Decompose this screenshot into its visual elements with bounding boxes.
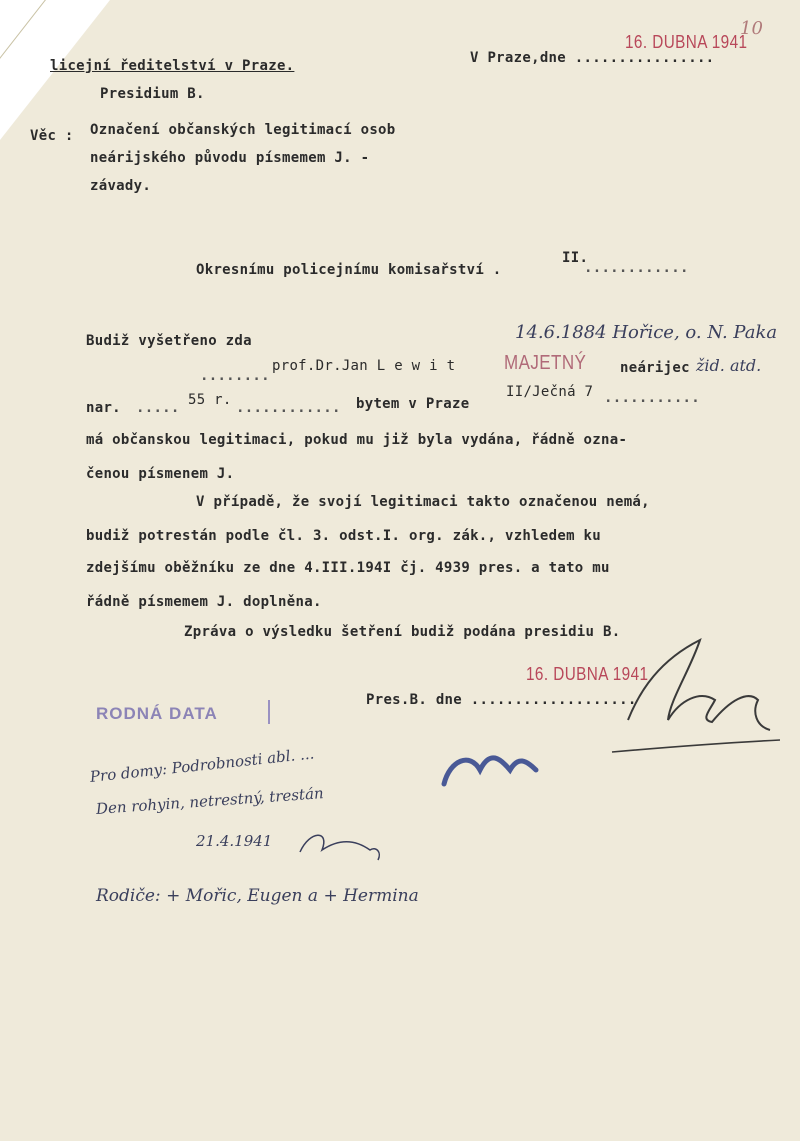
paragraph-1-line-1: má občanskou legitimaci, pokud mu již byla vydána, řádně ozna- [86, 432, 628, 448]
date-stamp-bottom: 16. DUBNA 1941 [526, 664, 649, 684]
birth-label: nar. [86, 400, 121, 416]
addressee-dots: ............ [584, 260, 689, 276]
paragraph-2-line-1: V případě, že svojí legitimaci takto označenou nemá, [196, 494, 650, 510]
paragraph-1-line-2: čenou písmenem J. [86, 466, 235, 482]
living-dots: ............ [236, 400, 341, 416]
pres-date-label: Pres.B. dne ................... [366, 692, 637, 708]
handwritten-parents-note: Rodiče: + Mořic, Eugen a + Hermina [96, 886, 419, 906]
investigate-label: Budiž vyšetřeno zda [86, 333, 252, 349]
handwritten-report-date: 21.4.1941 [196, 832, 273, 850]
address-value: II/Ječná 7 [506, 384, 594, 400]
signature-underline [612, 740, 780, 752]
person-name: prof.Dr.Jan L e w i t [272, 358, 456, 374]
main-signature [628, 640, 770, 730]
birth-dots: ..... [136, 400, 180, 416]
rodna-data-stamp: RODNÁ DATA [96, 704, 218, 723]
subject-line-3: závady. [90, 178, 152, 194]
handwritten-report-line-2: Den rohyin, netrestný, trestán [95, 784, 325, 818]
subject-label: Věc : [30, 128, 74, 144]
report-signature [300, 835, 379, 860]
handwritten-birth-note: 14.6.1884 Hořice, o. N. Paka [515, 322, 778, 343]
paragraph-2-line-4: řádně písmemem J. doplněna. [86, 594, 322, 610]
addressee-text: Okresnímu policejnímu komisařství . [196, 262, 502, 278]
date-stamp-top: 16. DUBNA 1941 [625, 32, 748, 52]
address-dots: ........... [604, 390, 701, 406]
division-name: Presidium B. [100, 86, 205, 102]
paragraph-2-line-3: zdejšímu oběžníku ze dne 4.III.194I čj. 4939 pres. a tato mu [86, 560, 610, 576]
age-value: 55 r. [188, 392, 232, 408]
subject-line-1: Označení občanských legitimací osob [90, 122, 396, 138]
race-label: neárijec [620, 360, 690, 376]
living-label: bytem v Praze [356, 396, 470, 412]
majetny-stamp: MAJETNÝ [504, 352, 587, 374]
office-name: licejní ředitelství v Praze. [50, 58, 295, 74]
addressee-district: II. [562, 250, 589, 266]
handwritten-report-line-1: Pro domy: Podrobnosti abl. ... [89, 744, 316, 786]
paragraph-3: Zpráva o výsledku šetření budiž podána presidiu B. [184, 624, 621, 640]
handwritten-religion-note: žid. atd. [696, 356, 762, 375]
paragraph-2-line-2: budiž potrestán podle čl. 3. odst.I. org. zák., vzhledem ku [86, 528, 601, 544]
name-scribble-line [200, 376, 520, 378]
place-date-label: V Praze,dne ................ [470, 50, 715, 66]
rubber-signature-stamp [444, 758, 536, 784]
subject-line-2: neárijského původu písmemem J. - [90, 150, 370, 166]
name-dots: ........ [200, 368, 270, 384]
page-number: 10 [740, 18, 763, 39]
